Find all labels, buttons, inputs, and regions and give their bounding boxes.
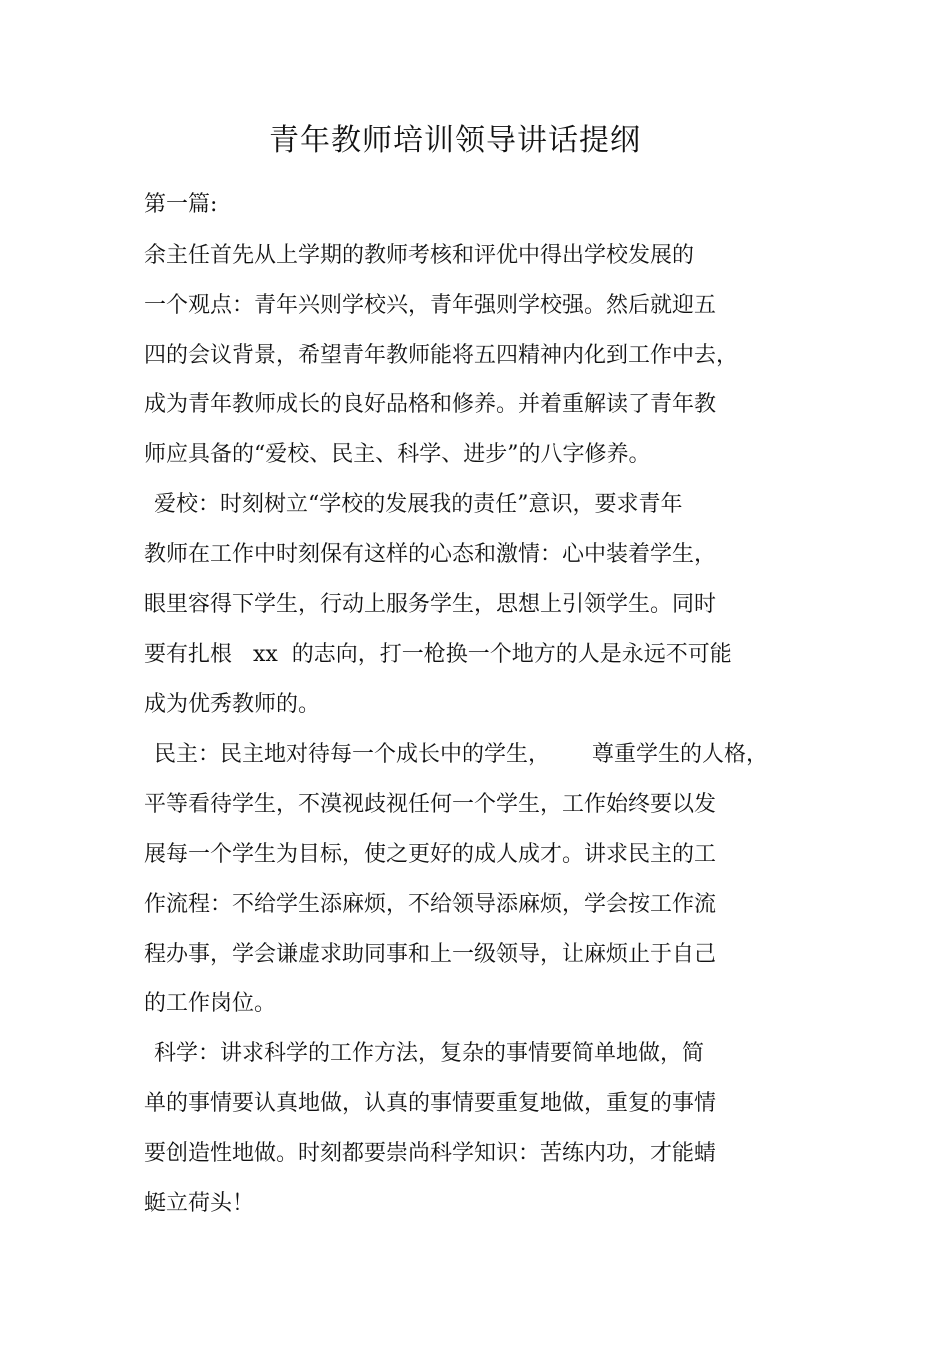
paragraph-line: 民主：民主地对待每一个成长中的学生， 尊重学生的人格，	[154, 742, 768, 767]
paragraph-line: 展每一个学生为目标，使之更好的成人成才。讲求民主的工	[144, 842, 717, 867]
paragraph-line: 蜓立荷头！	[144, 1191, 255, 1216]
paragraph-line: 师应具备的“爱校、民主、科学、进步”的八字修养。	[144, 442, 651, 467]
paragraph-line: 眼里容得下学生，行动上服务学生，思想上引领学生。同时	[144, 592, 717, 617]
paragraph-line: 爱校：时刻树立“学校的发展我的责任”意识，要求青年	[154, 492, 683, 517]
paragraph-line: 单的事情要认真地做，认真的事情要重复地做，重复的事情	[144, 1091, 717, 1116]
paragraph-line: 要创造性地做。时刻都要崇尚科学知识：苦练内功，才能蜻	[144, 1141, 717, 1166]
section-heading: 第一篇:	[144, 192, 218, 217]
paragraph-line: 成为优秀教师的。	[144, 692, 321, 717]
paragraph-line: 一个观点：青年兴则学校兴，青年强则学校强。然后就迎五	[144, 293, 717, 318]
paragraph-line: 要有扎根 xx 的志向，打一枪换一个地方的人是永远不可能	[144, 642, 732, 667]
paragraph-line: 作流程：不给学生添麻烦，不给领导添麻烦，学会按工作流	[144, 892, 717, 917]
paragraph-line: 的工作岗位。	[144, 991, 277, 1016]
paragraph-line: 四的会议背景，希望青年教师能将五四精神内化到工作中去，	[144, 343, 739, 368]
paragraph-line: 成为青年教师成长的良好品格和修养。并着重解读了青年教	[144, 392, 717, 417]
paragraph-line: 平等看待学生，不漠视歧视任何一个学生，工作始终要以发	[144, 792, 717, 817]
paragraph-line: 余主任首先从上学期的教师考核和评优中得出学校发展的	[144, 243, 695, 268]
paragraph-line: 教师在工作中时刻保有这样的心态和激情：心中装着学生，	[144, 542, 717, 567]
paragraph-line: 程办事，学会谦虚求助同事和上一级领导，让麻烦止于自己	[144, 942, 717, 967]
paragraph-line: 科学：讲求科学的工作方法，复杂的事情要简单地做，简	[154, 1041, 705, 1066]
document-title: 青年教师培训领导讲话提纲	[269, 123, 641, 158]
